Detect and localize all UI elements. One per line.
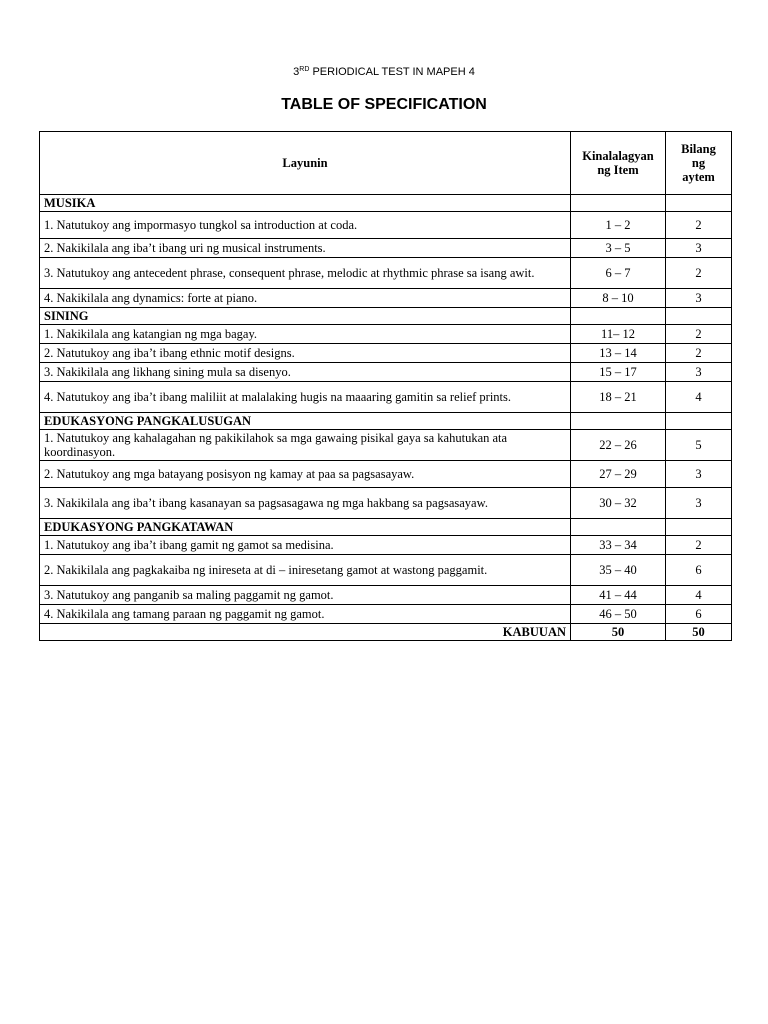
item-range-cell: 15 – 17: [571, 363, 666, 382]
objective-cell: 1. Natutukoy ang kahalagahan ng pakikilahok sa mga gawaing pisikal gaya sa kahutukan ata koordinasyon.: [40, 430, 571, 461]
objective-cell: 3. Natutukoy ang panganib sa maling paggamit ng gamot.: [40, 586, 571, 605]
objective-cell: 2. Nakikilala ang iba’t ibang uri ng musical instruments.: [40, 239, 571, 258]
table-row: [40, 605, 732, 624]
table-row: [40, 461, 732, 488]
objective-cell: 3. Natutukoy ang antecedent phrase, consequent phrase, melodic at rhythmic phrase sa isang awit.: [40, 258, 571, 289]
header-item-count: Bilang ng aytem: [666, 132, 732, 195]
section-row: [40, 308, 732, 325]
table-row: [40, 555, 732, 586]
section-title: EDUKASYONG PANGKATAWAN: [40, 519, 571, 536]
item-count-cell: 3: [666, 289, 732, 308]
item-count-cell: 5: [666, 430, 732, 461]
item-range-cell: 8 – 10: [571, 289, 666, 308]
section-row: [40, 413, 732, 430]
section-title: SINING: [40, 308, 571, 325]
objective-cell: 4. Nakikilala ang dynamics: forte at piano.: [40, 289, 571, 308]
item-range-cell: 13 – 14: [571, 344, 666, 363]
item-count-cell: 3: [666, 488, 732, 519]
table-row: [40, 430, 732, 461]
objective-cell: 2. Nakikilala ang pagkakaiba ng inireseta at di – iniresetang gamot at wastong paggamit.: [40, 555, 571, 586]
item-range-cell: 22 – 26: [571, 430, 666, 461]
item-count-cell: 2: [666, 536, 732, 555]
item-range-cell: 3 – 5: [571, 239, 666, 258]
table-row: [40, 344, 732, 363]
item-range-cell: 18 – 21: [571, 382, 666, 413]
item-count-cell: 2: [666, 325, 732, 344]
item-count-cell: 6: [666, 555, 732, 586]
total-label: KABUUAN: [40, 624, 571, 641]
total-count: 50: [666, 624, 732, 641]
item-range-cell: 46 – 50: [571, 605, 666, 624]
test-title: 3RD PERIODICAL TEST IN MAPEH 4: [293, 66, 475, 78]
table-row: [40, 258, 732, 289]
item-count-cell: 3: [666, 363, 732, 382]
item-range-cell: 33 – 34: [571, 536, 666, 555]
objective-cell: 1. Natutukoy ang iba’t ibang gamit ng gamot sa medisina.: [40, 536, 571, 555]
section-row: [40, 519, 732, 536]
item-range-cell: 1 – 2: [571, 212, 666, 239]
table-row: [40, 212, 732, 239]
objective-cell: 1. Natutukoy ang impormasyo tungkol sa introduction at coda.: [40, 212, 571, 239]
item-range-cell: 41 – 44: [571, 586, 666, 605]
objective-cell: 4. Nakikilala ang tamang paraan ng paggamit ng gamot.: [40, 605, 571, 624]
objective-cell: 3. Nakikilala ang likhang sining mula sa disenyo.: [40, 363, 571, 382]
section-row: [40, 195, 732, 212]
specification-table: [39, 131, 732, 641]
item-range-cell: 35 – 40: [571, 555, 666, 586]
item-count-cell: 6: [666, 605, 732, 624]
table-header-row: [40, 132, 732, 195]
section-title: EDUKASYONG PANGKALUSUGAN: [40, 413, 571, 430]
table-row: [40, 382, 732, 413]
objective-cell: 3. Nakikilala ang iba’t ibang kasanayan sa pagsasagawa ng mga hakbang sa pagsasayaw.: [40, 488, 571, 519]
total-items: 50: [571, 624, 666, 641]
item-count-cell: 3: [666, 239, 732, 258]
item-count-cell: 4: [666, 586, 732, 605]
table-row: [40, 586, 732, 605]
header-item-location: Kinalalagyan ng Item: [571, 132, 666, 195]
table-row: [40, 363, 732, 382]
objective-cell: 2. Natutukoy ang mga batayang posisyon ng kamay at paa sa pagsasayaw.: [40, 461, 571, 488]
item-range-cell: 11– 12: [571, 325, 666, 344]
item-range-cell: 6 – 7: [571, 258, 666, 289]
item-count-cell: 2: [666, 212, 732, 239]
header-objective: Layunin: [40, 132, 571, 195]
objective-cell: 1. Nakikilala ang katangian ng mga bagay.: [40, 325, 571, 344]
section-title: MUSIKA: [40, 195, 571, 212]
item-range-cell: 30 – 32: [571, 488, 666, 519]
objective-cell: 4. Natutukoy ang iba’t ibang maliliit at malalaking hugis na maaaring gamitin sa relief prints.: [40, 382, 571, 413]
item-count-cell: 4: [666, 382, 732, 413]
table-row: [40, 289, 732, 308]
total-row: [40, 624, 732, 641]
table-row: [40, 488, 732, 519]
table-row: [40, 239, 732, 258]
item-count-cell: 2: [666, 344, 732, 363]
table-row: [40, 325, 732, 344]
item-count-cell: 3: [666, 461, 732, 488]
item-range-cell: 27 – 29: [571, 461, 666, 488]
item-count-cell: 2: [666, 258, 732, 289]
page-title: TABLE OF SPECIFICATION: [281, 96, 487, 113]
objective-cell: 2. Natutukoy ang iba’t ibang ethnic motif designs.: [40, 344, 571, 363]
table-row: [40, 536, 732, 555]
